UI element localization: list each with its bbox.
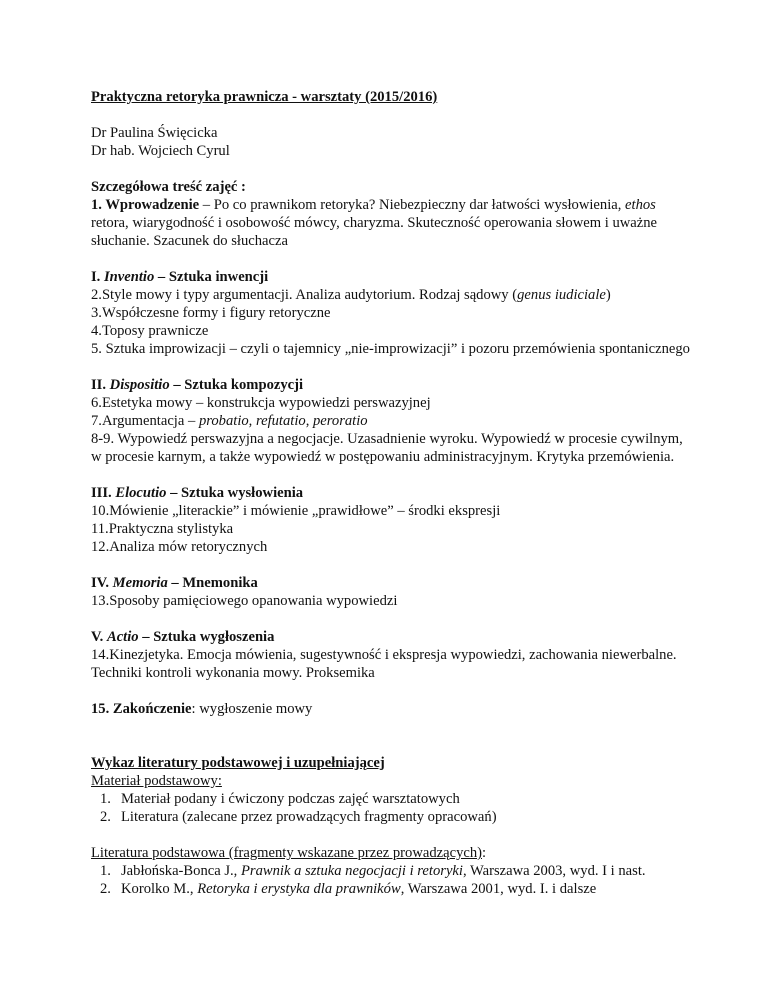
item-text: 7.Argumentacja –	[91, 413, 199, 429]
section-elocutio-heading	[91, 484, 691, 502]
basic-literature-list	[91, 862, 691, 898]
list-number: 1.	[100, 863, 111, 879]
section-term: Inventio	[103, 269, 155, 285]
item-11: 11.Praktyczna stylistyka	[91, 521, 234, 537]
section-term: Memoria	[112, 575, 168, 591]
item-5: 5. Sztuka improwizacji – czyli o tajemnicy „nie-improwizacji” i pozoru przemówienia spontanicznego	[91, 341, 690, 357]
intro-paragraph	[91, 196, 691, 250]
closing-text: : wygłoszenie mowy	[191, 701, 313, 717]
citation-title: Prawnik a sztuka negocjacji i retoryki	[240, 863, 463, 879]
item-3: 3.Współczesne formy i figury retoryczne	[91, 305, 331, 321]
item-text: )	[605, 287, 611, 303]
item-12: 12.Analiza mów retorycznych	[91, 539, 268, 555]
section-title: – Sztuka inwencji	[154, 269, 269, 285]
item-separator: ,	[305, 413, 313, 429]
literature-heading: Wykaz literatury podstawowej i uzupełniającej	[91, 755, 385, 771]
section-title: – Mnemonika	[167, 575, 258, 591]
basic-heading-colon: :	[482, 845, 487, 861]
item-10: 10.Mówienie „literackie” i mówienie „prawidłowe” – środki ekspresji	[91, 503, 501, 519]
item-8-9: 8-9. Wypowiedź perswazyjna a negocjacje. Uzasadnienie wyroku. Wypowiedź w procesie cywilnym, w procesie karnym, a także wypowiedź w postępowaniu administracyjnym. Krytyka przemówienia.	[91, 431, 683, 465]
citation-author: Korolko M.,	[121, 881, 198, 897]
section-number: V.	[91, 629, 107, 645]
intro-text: – Po co prawnikom retoryka? Niebezpieczny dar łatwości wysłowienia,	[199, 197, 626, 213]
item-2	[91, 286, 691, 304]
list-item	[100, 808, 691, 826]
citation-rest: , Warszawa 2001, wyd. I. i dalsze	[400, 881, 597, 897]
list-text: Materiał podany i ćwiczony podczas zajęć warsztatowych	[121, 791, 460, 807]
list-text: Literatura (zalecane przez prowadzących fragmenty opracowań)	[121, 809, 497, 825]
section-dispositio-heading	[91, 376, 691, 394]
section-actio-heading	[91, 628, 691, 646]
section-number: II.	[91, 377, 110, 393]
item-italic: probatio	[198, 413, 249, 429]
list-item	[100, 862, 691, 880]
section-title: – Sztuka kompozycji	[169, 377, 304, 393]
item-14: 14.Kinezjetyka. Emocja mówienia, sugestywność i ekspresja wypowiedzi, zachowania niewerbalne. Techniki kontroli wykonania mowy. Proksemika	[91, 647, 677, 681]
section-memoria-heading	[91, 574, 691, 592]
intro-label: 1. Wprowadzenie	[91, 197, 200, 213]
section-term: Dispositio	[109, 377, 170, 393]
author-2: Dr hab. Wojciech Cyrul	[91, 143, 230, 159]
material-heading: Materiał podstawowy:	[91, 773, 222, 789]
list-item	[100, 790, 691, 808]
citation-title: Retoryka i erystyka dla prawników	[197, 881, 401, 897]
section-title: – Sztuka wysłowienia	[166, 485, 304, 501]
section-term: Actio	[106, 629, 139, 645]
basic-literature-heading	[91, 844, 691, 862]
section-inventio-heading	[91, 268, 691, 286]
author-1: Dr Paulina Święcicka	[91, 125, 218, 141]
citation-author: Jabłońska-Bonca J.,	[121, 863, 241, 879]
section-term: Elocutio	[115, 485, 167, 501]
item-15	[91, 700, 691, 718]
list-item	[100, 880, 691, 898]
details-heading: Szczegółowa treść zajęć :	[91, 179, 246, 195]
section-number: I.	[91, 269, 104, 285]
list-number: 2.	[100, 881, 111, 897]
closing-label: 15. Zakończenie	[91, 701, 192, 717]
item-text: 2.Style mowy i typy argumentacji. Analiza audytorium. Rodzaj sądowy (	[91, 287, 518, 303]
section-title: – Sztuka wygłoszenia	[138, 629, 275, 645]
list-number: 1.	[100, 791, 111, 807]
citation-rest: , Warszawa 2003, wyd. I i nast.	[462, 863, 646, 879]
material-list	[91, 790, 691, 826]
section-number: III.	[91, 485, 116, 501]
basic-heading-text: Literatura podstawowa (fragmenty wskazane przez prowadzących)	[91, 845, 482, 861]
document-title: Praktyczna retoryka prawnicza - warsztaty (2015/2016)	[91, 89, 438, 105]
item-13: 13.Sposoby pamięciowego opanowania wypowiedzi	[91, 593, 398, 609]
intro-ethos: ethos	[625, 197, 656, 213]
item-italic: genus iudiciale	[517, 287, 606, 303]
item-7	[91, 412, 691, 430]
item-4: 4.Toposy prawnicze	[91, 323, 209, 339]
section-number: IV.	[91, 575, 113, 591]
document-content	[91, 88, 691, 898]
item-italic: peroratio	[313, 413, 368, 429]
item-6: 6.Estetyka mowy – konstrukcja wypowiedzi perswazyjnej	[91, 395, 431, 411]
item-separator: ,	[248, 413, 256, 429]
item-italic: refutatio	[255, 413, 306, 429]
list-number: 2.	[100, 809, 111, 825]
intro-text-2: retora, wiarygodność i osobowość mówcy, charyzma. Skuteczność operowania słowem i uważne słuchanie. Szacunek do słuchacza	[91, 215, 658, 249]
